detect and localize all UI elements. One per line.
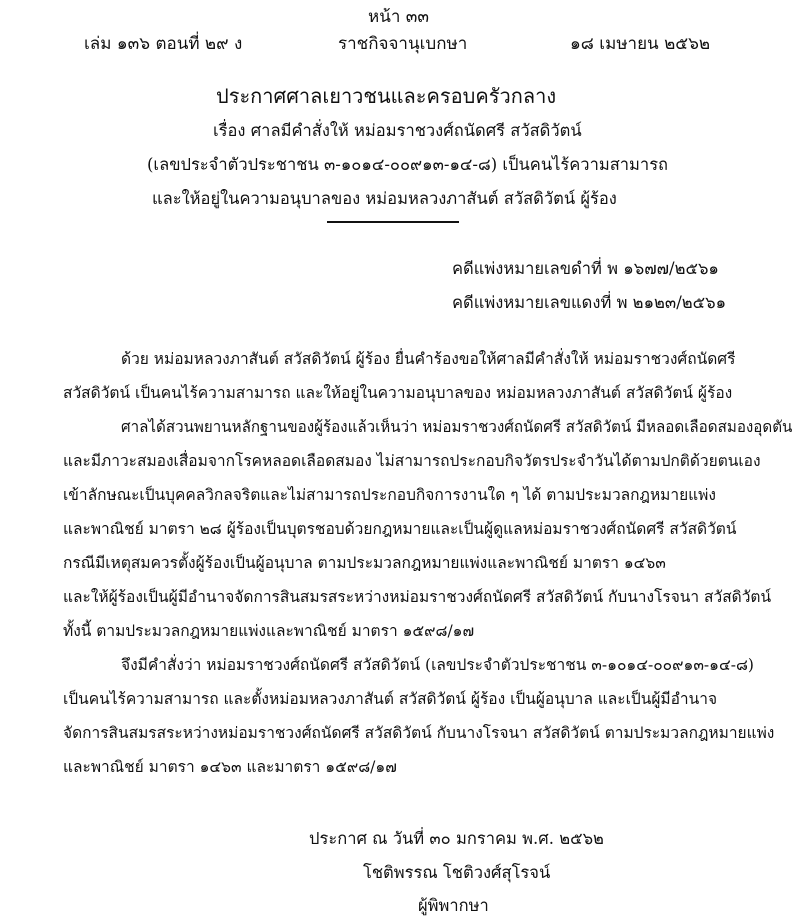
volume-issue: เล่ม ๑๓๖ ตอนที่ ๒๙ ง (84, 34, 243, 54)
judge-name: โชติพรรณ โชติวงศ์สุโรจน์ (363, 863, 551, 882)
body-line: และให้ผู้ร้องเป็นผู้มีอำนาจจัดการสินสมรสระหว่างหม่อมราชวงศ์ถนัดศรี สวัสดิวัตน์ กับนางโรจนา สวัสดิวัตน์ (63, 588, 772, 606)
body-line: และพาณิชย์ มาตรา ๑๔๖๓ และมาตรา ๑๕๙๘/๑๗ (63, 758, 397, 776)
gazette-date: ๑๘ เมษายน ๒๕๖๒ (570, 34, 711, 54)
judge-position: ผู้พิพากษา (418, 896, 489, 915)
body-line: และมีภาวะสมองเสื่อมจากโรคหลอดเลือดสมอง ไม่สามารถประกอบกิจวัตรประจำวันได้ตามปกติด้วยตนเอง (63, 452, 761, 470)
body-line: เข้าลักษณะเป็นบุคคลวิกลจริตและไม่สามารถประกอบกิจการงานใด ๆ ได้ ตามประมวลกฎหมายแพ่ง (63, 486, 716, 504)
gazette-name: ราชกิจจานุเบกษา (338, 34, 468, 54)
body-line: จัดการสินสมรสระหว่างหม่อมราชวงศ์ถนัดศรี สวัสดิวัตน์ กับนางโรจนา สวัสดิวัตน์ ตามประมวลกฎหมายแพ่ง (63, 724, 775, 742)
body-line: ด้วย หม่อมหลวงภาสันต์ สวัสดิวัตน์ ผู้ร้อง ยื่นคำร้องขอให้ศาลมีคำสั่งให้ หม่อมราชวงศ์ถนัดศรี (121, 350, 736, 368)
subject-line: (เลขประจำตัวประชาชน ๓-๑๐๑๔-๐๐๙๑๓-๑๔-๘) เป็นคนไร้ความสามารถ (147, 155, 669, 174)
page-number: หน้า ๓๓ (368, 7, 430, 27)
body-line: และพาณิชย์ มาตรา ๒๘ ผู้ร้องเป็นบุตรชอบด้วยกฎหมายและเป็นผู้ดูแลหม่อมราชวงศ์ถนัดศรี สวัสดิวัตน์ (63, 520, 737, 538)
title-divider (327, 221, 459, 223)
body-line: ศาลได้สวนพยานหลักฐานของผู้ร้องแล้วเห็นว่า หม่อมราชวงศ์ถนัดศรี สวัสดิวัตน์ มีหลอดเลือดสมองอุดตัน (121, 418, 793, 436)
body-line: เป็นคนไร้ความสามารถ และตั้งหม่อมหลวงภาสันต์ สวัสดิวัตน์ ผู้ร้อง เป็นผู้อนุบาล และเป็นผู้มีอำนาจ (63, 690, 718, 708)
body-line: ทั้งนี้ ตามประมวลกฎหมายแพ่งและพาณิชย์ มาตรา ๑๕๙๘/๑๗ (63, 622, 475, 640)
subject-line: เรื่อง ศาลมีคำสั่งให้ หม่อมราชวงศ์ถนัดศรี สวัสดิวัตน์ (213, 121, 582, 140)
body-line: สวัสดิวัตน์ เป็นคนไร้ความสามารถ และให้อยู่ในความอนุบาลของ หม่อมหลวงภาสันต์ สวัสดิวัตน์ ผู้ร้อง (63, 384, 733, 402)
body-line: จึงมีคำสั่งว่า หม่อมราชวงศ์ถนัดศรี สวัสดิวัตน์ (เลขประจำตัวประชาชน ๓-๑๐๑๔-๐๐๙๑๓-๑๔-๘) (121, 656, 754, 674)
red-case-number: คดีแพ่งหมายเลขแดงที่ พ ๒๑๒๓/๒๕๖๑ (452, 293, 727, 312)
black-case-number: คดีแพ่งหมายเลขดำที่ พ ๑๖๗๗/๒๕๖๑ (452, 259, 719, 278)
body-line: กรณีมีเหตุสมควรตั้งผู้ร้องเป็นผู้อนุบาล ตามประมวลกฎหมายแพ่งและพาณิชย์ มาตรา ๑๔๖๓ (63, 554, 666, 572)
announcement-title: ประกาศศาลเยาวชนและครอบครัวกลาง (216, 84, 557, 108)
announcement-date: ประกาศ ณ วันที่ ๓๐ มกราคม พ.ศ. ๒๕๖๒ (309, 829, 604, 848)
subject-line: และให้อยู่ในความอนุบาลของ หม่อมหลวงภาสันต์ สวัสดิวัตน์ ผู้ร้อง (152, 189, 617, 208)
